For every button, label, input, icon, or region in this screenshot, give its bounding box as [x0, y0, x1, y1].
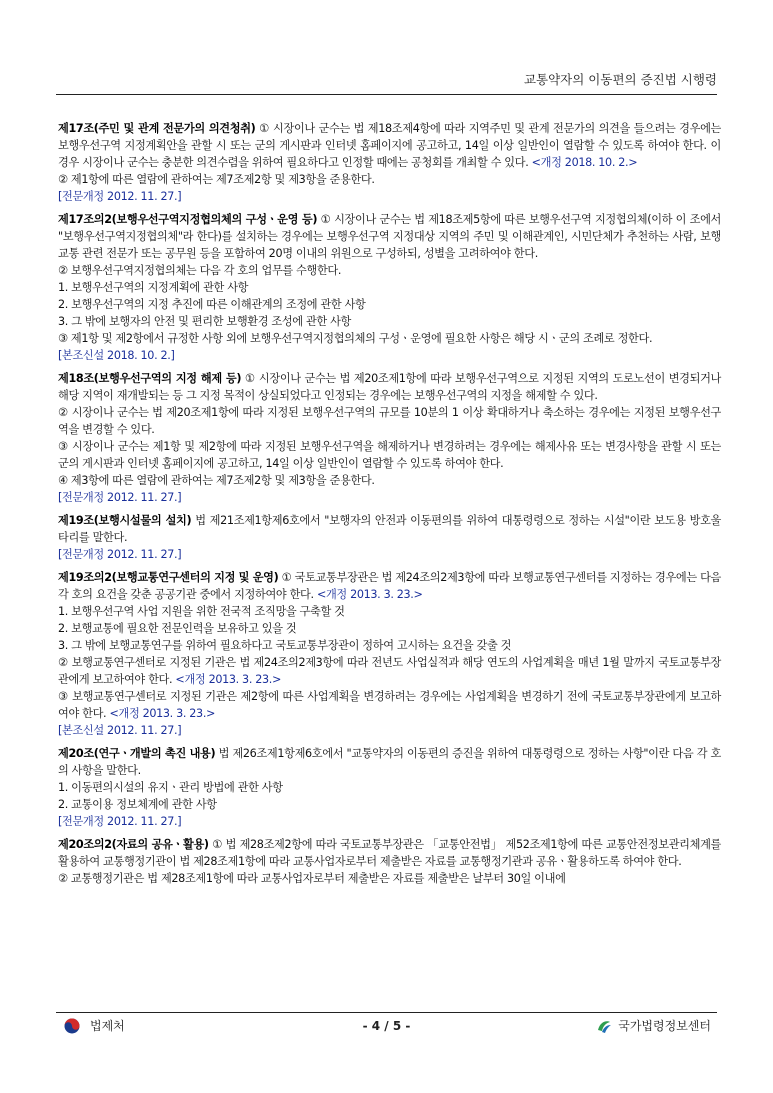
article-text: 법 제21조제1항제6호에서 "보행자의 안전과 이동편의를 위하여 대통령령으로 정하는 시설"이란 보도용 방호울타리를 말한다. [58, 514, 721, 544]
article-first-paragraph [58, 211, 721, 262]
document-body [58, 120, 721, 893]
article-block [58, 211, 721, 364]
article-title: 제18조(보행우선구역의 지정 해제 등) [58, 372, 242, 385]
article-text: 1. 보행우선구역의 지정계획에 관한 사항 [58, 281, 249, 294]
article-text: 3. 그 밖에 보행교통연구를 위하여 필요하다고 국토교통부장관이 정하여 고시하는 요건을 갖출 것 [58, 639, 512, 652]
article-title: 제20조의2(자료의 공유ㆍ활용) [58, 838, 209, 851]
article-paragraph [58, 296, 721, 313]
article-text: 2. 보행우선구역의 지정 추진에 따른 이해관계의 조정에 관한 사항 [58, 298, 366, 311]
article-text: 2. 교통이용 정보체계에 관한 사항 [58, 798, 217, 811]
article-first-paragraph [58, 120, 721, 171]
footer-law-center-label: 국가법령정보센터 [618, 1019, 711, 1033]
article-title: 제19조의2(보행교통연구센터의 지정 및 운영) [58, 571, 279, 584]
amendment-tag: <개정 2018. 10. 2.> [531, 156, 638, 169]
article-paragraph [58, 171, 721, 188]
article-paragraph [58, 603, 721, 620]
article-paragraph [58, 688, 721, 722]
article-title: 제19조(보행시설물의 설치) [58, 514, 192, 527]
article-text: ③ 보행교통연구센터로 지정된 기관은 제2항에 따른 사업계획을 변경하려는 경우에는 사업계획을 변경하기 전에 국토교통부장관에게 보고하여야 한다. [58, 690, 721, 720]
article-text: ③ 제1항 및 제2항에서 규정한 사항 외에 보행우선구역지정협의체의 구성ㆍ운영에 필요한 사항은 해당 시ㆍ군의 조례로 정한다. [58, 332, 653, 345]
article-block [58, 120, 721, 205]
footer-ministry-label: 법제처 [90, 1019, 125, 1033]
revision-note: [본조신설 2018. 10. 2.] [58, 349, 175, 362]
article-text: ① 법 제28조제2항에 따라 국토교통부장관은 「교통안전법」 제52조제1항에 따른 교통안전정보관리체계를 활용하여 교통행정기관이 법 제28조제1항에 따라 교통사업자로부터 제출받은 자료를 교통행정기관과 공유ㆍ활용하도록 하여야 한다. [58, 838, 721, 868]
page-number: - 4 / 5 - [362, 1019, 411, 1033]
article-title: 제17조(주민 및 관계 전문가의 의견청취) [58, 122, 256, 135]
revision-note: [전문개정 2012. 11. 27.] [58, 491, 182, 504]
article-text: ② 제1항에 따른 열람에 관하여는 제7조제2항 및 제3항을 준용한다. [58, 173, 375, 186]
article-text: 법 제26조제1항제6호에서 "교통약자의 이동편의 증진을 위하여 대통령령으로 정하는 사항"이란 다음 각 호의 사항을 말한다. [58, 747, 721, 777]
article-paragraph [58, 796, 721, 813]
revision-note: [전문개정 2012. 11. 27.] [58, 190, 182, 203]
article-text: ① 시장이나 군수는 법 제18조제5항에 따른 보행우선구역 지정협의체(이하 이 조에서 "보행우선구역지정협의체"라 한다)를 설치하는 경우에는 보행우선구역 지정대상 지역의 주민 및 이해관계인, 시민단체가 추천하는 사람, 보행교통 관련 전문가 또는 공무원 등을 포함하여 20명 이내의 위원으로 구성하되, 성별을 고려하여야 한다. [58, 213, 721, 260]
article-paragraph [58, 404, 721, 438]
article-text: ① 시장이나 군수는 법 제20조제1항에 따라 보행우선구역으로 지정된 지역의 도로노선이 변경되거나 해당 지역이 재개발되는 등 그 지정 목적이 상실되었다고 인정되는 경우에는 보행우선구역의 지정을 해제할 수 있다. [58, 372, 721, 402]
article-text: 3. 그 밖에 보행자의 안전 및 편리한 보행환경 조성에 관한 사항 [58, 315, 352, 328]
law-center-logo-icon [596, 1018, 612, 1034]
article-title: 제17조의2(보행우선구역지정협의체의 구성ㆍ운영 등) [58, 213, 318, 226]
article-text: ③ 시장이나 군수는 제1항 및 제2항에 따라 지정된 보행우선구역을 해제하거나 변경하려는 경우에는 해제사유 또는 변경사항을 관할 시 또는 군의 게시판과 인터넷 홈페이지에 공고하고, 14일 이상 일반인이 열람할 수 있도록 하여야 한다. [58, 440, 721, 470]
article-text: 1. 보행우선구역 사업 지원을 위한 전국적 조직망을 구축할 것 [58, 605, 345, 618]
article-block [58, 569, 721, 739]
article-first-paragraph [58, 836, 721, 870]
document-footer [56, 1017, 717, 1039]
article-paragraph [58, 637, 721, 654]
article-text: ② 보행우선구역지정협의체는 다음 각 호의 업무를 수행한다. [58, 264, 342, 277]
article-paragraph [58, 654, 721, 688]
article-text: 2. 보행교통에 필요한 전문인력을 보유하고 있을 것 [58, 622, 297, 635]
article-paragraph [58, 438, 721, 472]
article-paragraph [58, 330, 721, 347]
article-block [58, 370, 721, 506]
article-text: ② 시장이나 군수는 법 제20조제1항에 따라 지정된 보행우선구역의 규모를 10분의 1 이상 확대하거나 축소하는 경우에는 지정된 보행우선구역을 변경할 수 있다. [58, 406, 721, 436]
article-first-paragraph [58, 512, 721, 546]
article-text: ① 국토교통부장관은 법 제24조의2제3항에 따라 보행교통연구센터를 지정하는 경우에는 다음 각 호의 요건을 갖춘 공공기관 중에서 지정하여야 한다. [58, 571, 721, 601]
article-text: 1. 이동편의시설의 유지ㆍ관리 방법에 관한 사항 [58, 781, 283, 794]
article-paragraph [58, 313, 721, 330]
article-title: 제20조(연구ㆍ개발의 촉진 내용) [58, 747, 216, 760]
footer-right [596, 1017, 711, 1034]
revision-note: [전문개정 2012. 11. 27.] [58, 548, 182, 561]
document-header [56, 70, 717, 95]
article-paragraph [58, 870, 721, 887]
revision-note: [전문개정 2012. 11. 27.] [58, 815, 182, 828]
article-first-paragraph [58, 745, 721, 779]
article-paragraph [58, 779, 721, 796]
article-paragraph [58, 620, 721, 637]
article-first-paragraph [58, 569, 721, 603]
revision-note: [본조신설 2012. 11. 27.] [58, 724, 182, 737]
article-paragraph [58, 262, 721, 279]
article-block [58, 836, 721, 887]
article-text: ④ 제3항에 따른 열람에 관하여는 제7조제2항 및 제3항을 준용한다. [58, 474, 375, 487]
article-text: ② 교통행정기관은 법 제28조제1항에 따라 교통사업자로부터 제출받은 자료를 제출받은 날부터 30일 이내에 [58, 872, 566, 885]
amendment-tag: <개정 2013. 3. 23.> [316, 588, 423, 601]
article-block [58, 745, 721, 830]
amendment-tag: <개정 2013. 3. 23.> [109, 707, 216, 720]
article-text: ① 시장이나 군수는 법 제18조제4항에 따라 지역주민 및 관계 전문가의 의견을 들으려는 경우에는 보행우선구역 지정계획안을 관할 시 또는 군의 게시판과 인터넷 홈페이지에 공고하고, 14일 이상 일반인이 열람할 수 있도록 하여야 한다. 이 경우 시장이나 군수는 충분한 의견수렴을 위하여 필요하다고 인정할 때에는 공청회를 개최할 수 있다. [58, 122, 722, 169]
article-paragraph [58, 279, 721, 296]
article-text: ② 보행교통연구센터로 지정된 기관은 법 제24조의2제3항에 따라 전년도 사업실적과 해당 연도의 사업계획을 매년 1월 말까지 국토교통부장관에게 보고하여야 한다. [58, 656, 721, 686]
article-block [58, 512, 721, 563]
amendment-tag: <개정 2013. 3. 23.> [175, 673, 281, 686]
footer-divider [56, 1012, 717, 1013]
article-paragraph [58, 472, 721, 489]
document-title: 교통약자의 이동편의 증진법 시행령 [523, 72, 717, 87]
article-first-paragraph [58, 370, 721, 404]
